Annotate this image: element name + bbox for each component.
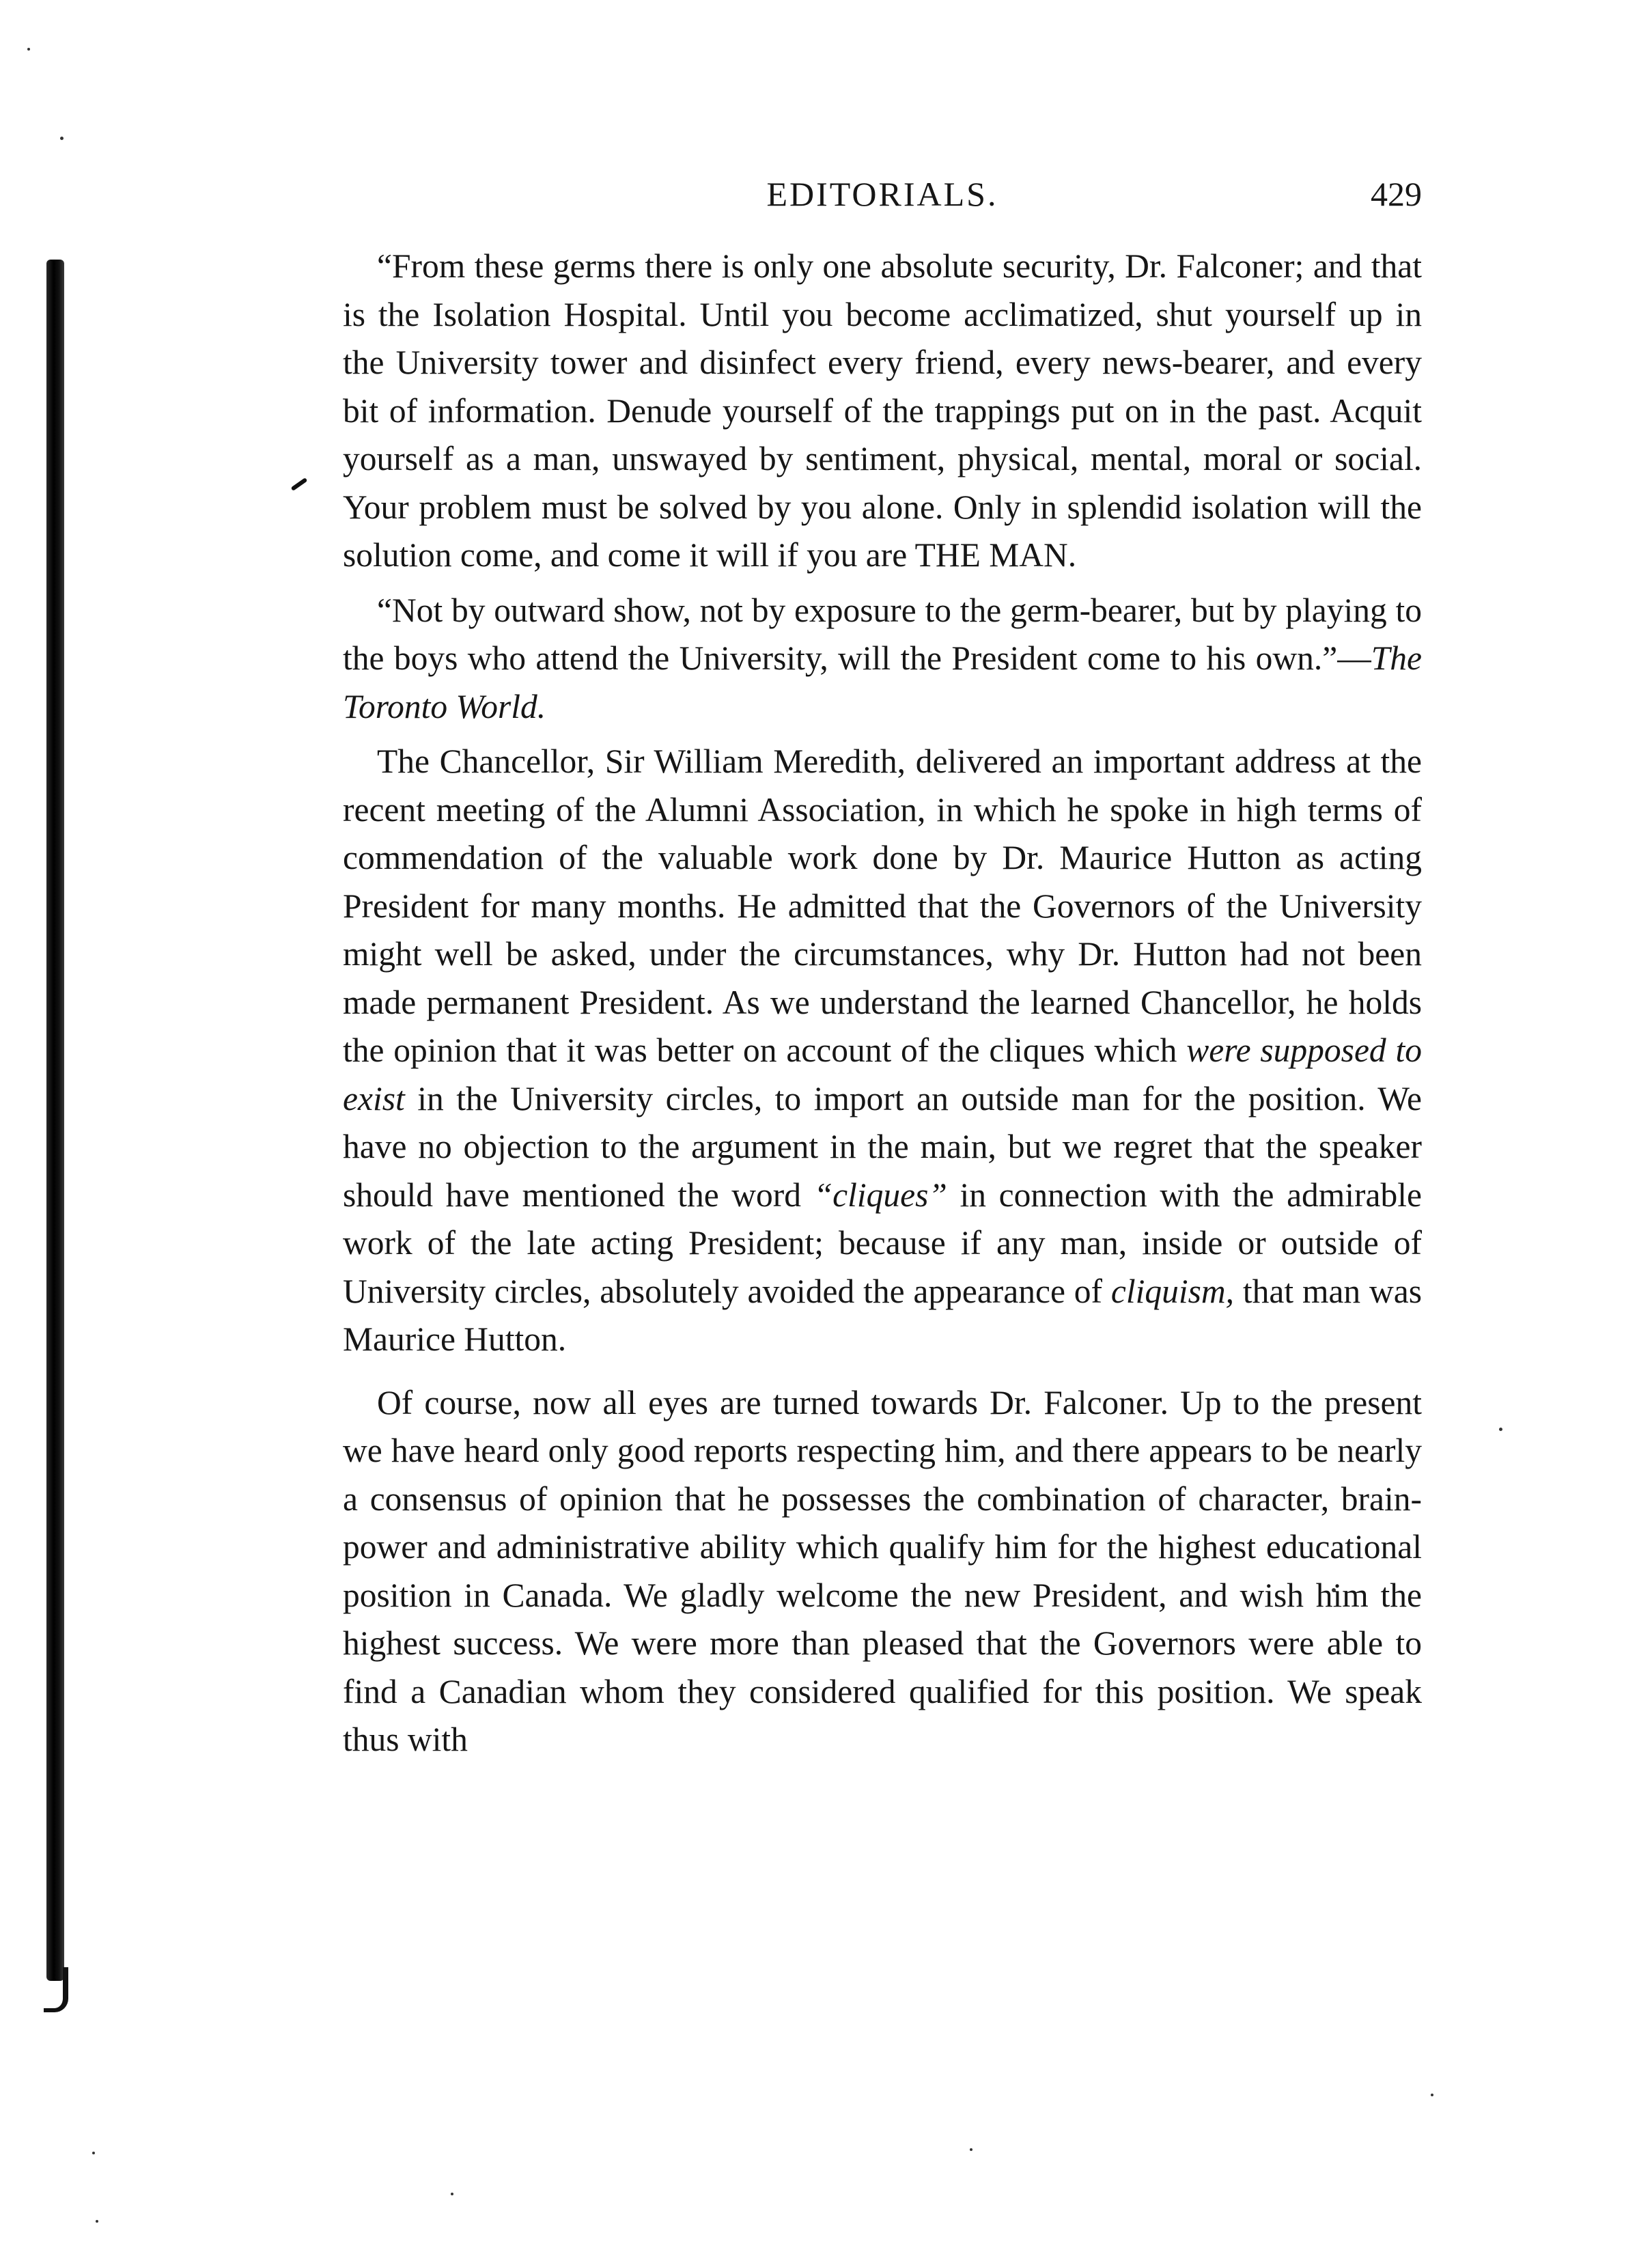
editorial-text	[343, 242, 1422, 1771]
scan-speck	[1431, 2094, 1433, 2096]
quote-source: The Toronto World.	[343, 639, 1422, 725]
paragraph-quote-isolation: “From these germs there is only one absolute security, Dr. Falconer; and that is the Isolation Hospital. Until you become acclimatized, shut yourself up in the University tower and disinfect every friend, every news-bearer, and every bit of information. Denude yourself of the trappings put on in the past. Acquit yourself as a man, unswayed by sentiment, physical, mental, moral or social. Your problem must be solved by you alone. Only in splendid isolation will the solution come, and come it will if you are THE MAN.	[343, 247, 1422, 574]
italic-phrase: were supposed to exist	[343, 1031, 1422, 1117]
italic-phrase: cliquism,	[1110, 1272, 1235, 1310]
paragraph-quote-outward-show	[343, 587, 1422, 732]
quote-text: “Not by outward show, not by exposure to the germ-bearer, but by playing to the boys who attend the University, will the President come to his own.”—	[343, 591, 1422, 677]
scan-speck	[1499, 1428, 1502, 1431]
binding-edge-shadow	[46, 260, 64, 1981]
pen-mark	[291, 477, 308, 491]
scan-speck	[27, 48, 30, 51]
page-number: 429	[1371, 175, 1422, 213]
paragraph-falconer: Of course, now all eyes are turned towards Dr. Falconer. Up to the present we have heard only good reports respecting him, and there appears to be nearly a consensus of opinion that he possesses the combination of character, brain-power and administrative ability which qualify him for the highest educational position in Canada. We gladly welcome the new President, and wish him the highest success. We were more than pleased that the Governors were able to find a Canadian whom they considered qualified for this position. We speak thus with	[343, 1383, 1422, 1758]
page-header	[343, 174, 1422, 229]
scan-speck	[451, 2193, 453, 2195]
running-head: EDITORIALS.	[766, 175, 998, 213]
text-run: The Chancellor, Sir William Meredith, delivered an important address at the recent meeting of the Alumni Association, in which he spoke in high terms of commendation of the valuable work done by Dr. Maurice Hutton as acting President for many months. He admitted that the Governors of the University might well be asked, under the circumstances, why Dr. Hutton had not been made permanent President. As we understand the learned Chancellor, he holds the opinion that it was better on account of the cliques which	[343, 742, 1422, 1069]
scan-speck	[96, 2220, 98, 2223]
italic-phrase: “cliques”	[813, 1176, 947, 1214]
scan-speck	[60, 137, 64, 140]
paragraph-chancellor-address	[343, 738, 1422, 1364]
scan-speck	[92, 2152, 95, 2154]
scan-speck	[970, 2148, 972, 2151]
binding-edge-hook	[44, 1967, 68, 2012]
text-run: in the University circles, to import an outside man for the position. We have no objection to the argument in the main, but we regret that the speaker should have mentioned the word	[343, 1079, 1422, 1214]
text-run: in connection with the admirable work of the late acting President; because if any man, inside or outside of University circles, absolutely avoided the appearance of	[343, 1176, 1422, 1310]
text-run: that man was Maurice Hutton.	[343, 1272, 1422, 1358]
